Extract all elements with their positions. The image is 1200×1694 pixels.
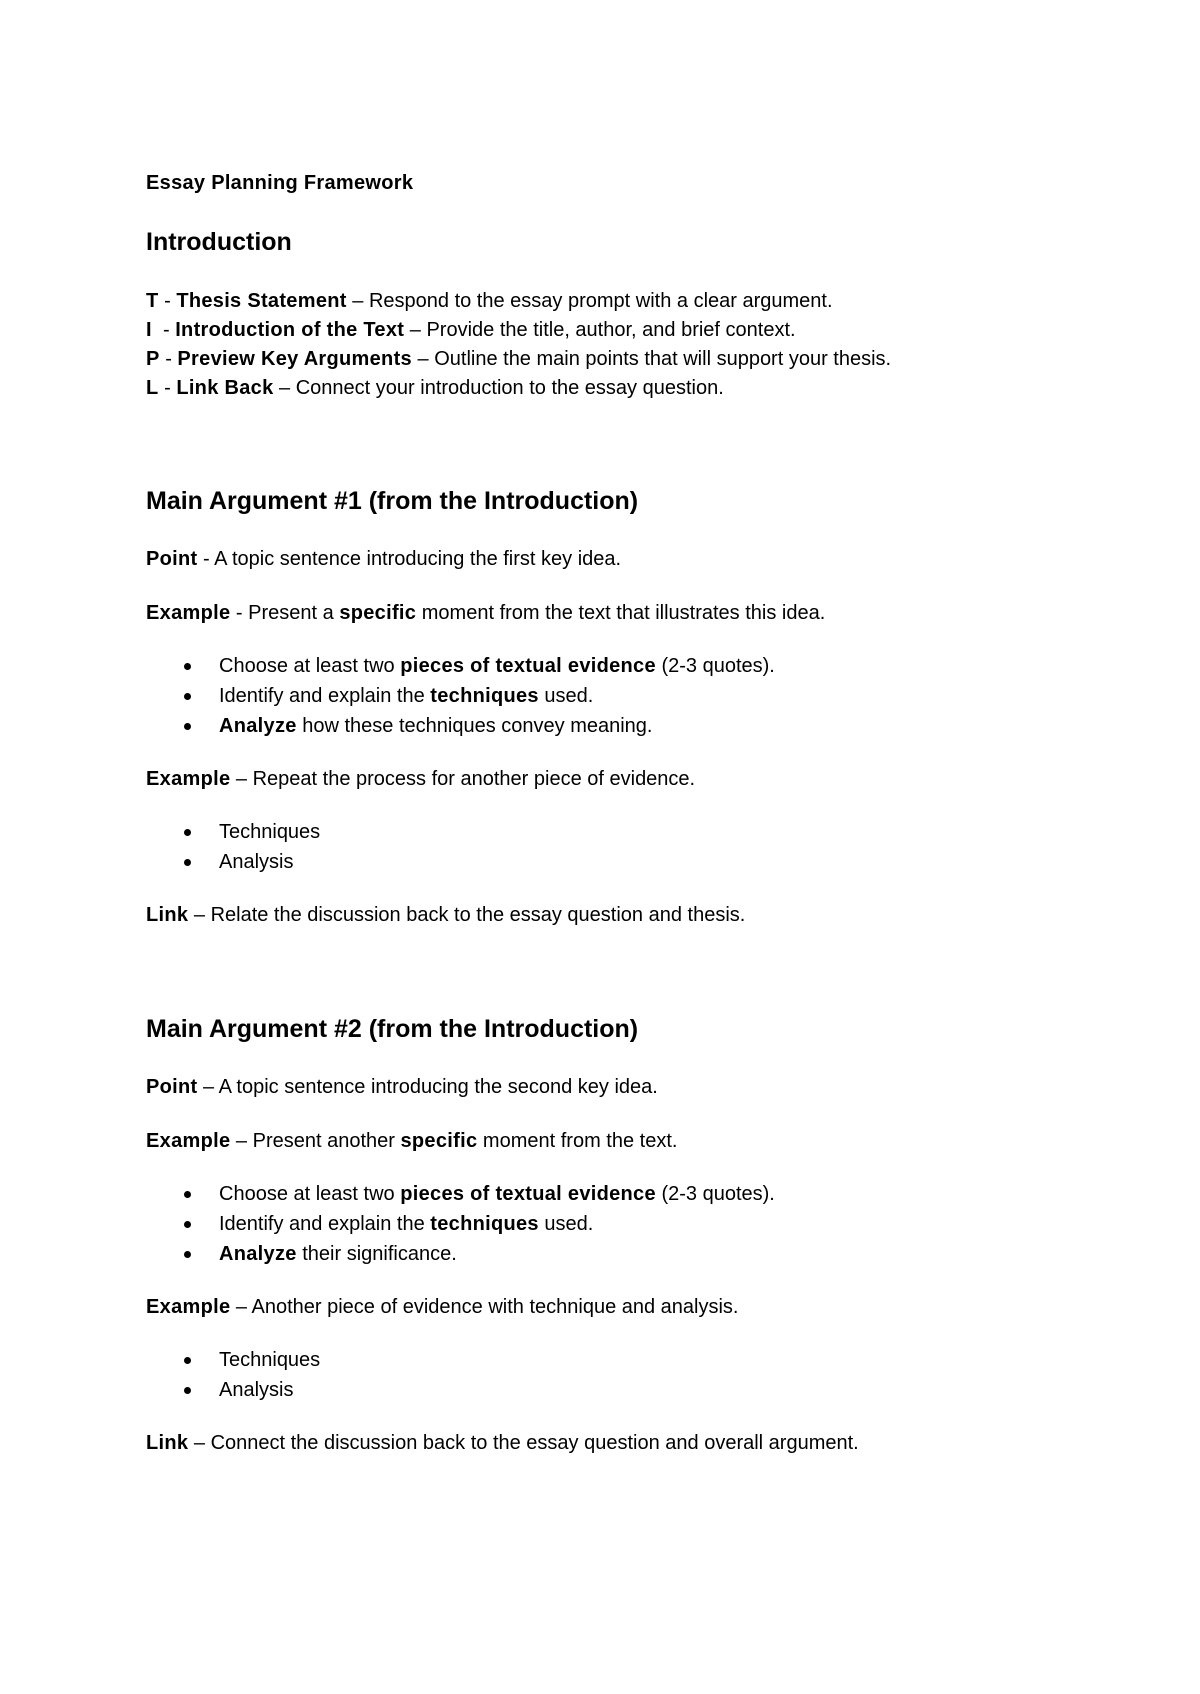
intro-letter: T [146, 290, 159, 312]
bullet-icon [184, 1387, 191, 1394]
intro-item-text: I - Introduction of the Text – Provide the title, author, and brief context. [146, 319, 796, 341]
argument-2-point: Point – A topic sentence introducing the second key idea. [146, 1076, 658, 1098]
introduction-heading: Introduction [146, 228, 292, 256]
intro-letter: L [146, 377, 159, 399]
argument-1-example-2: Example – Repeat the process for another piece of evidence. [146, 768, 696, 790]
intro-term: Thesis Statement [176, 290, 347, 312]
bullet-icon [184, 693, 191, 700]
intro-item-preview: P - Preview Key Arguments – Outline the main points that will support your thesis. [146, 348, 892, 370]
intro-letter: P [146, 348, 160, 370]
argument-2-heading: Main Argument #2 (from the Introduction) [146, 1015, 639, 1043]
bullet-icon [184, 829, 191, 836]
bullet-icon [184, 1357, 191, 1364]
intro-letter: I [146, 319, 152, 341]
intro-item-thesis: T - Thesis Statement – Respond to the essay prompt with a clear argument. [146, 290, 833, 312]
bullet-icon [184, 1221, 191, 1228]
argument-1-point: Point - A topic sentence introducing the first key idea. [146, 548, 622, 570]
argument-2-example-1: Example – Present another specific moment from the text. [146, 1130, 678, 1152]
intro-term: Preview Key Arguments [177, 348, 412, 370]
intro-term: Introduction of the Text [175, 319, 405, 341]
argument-2-example-2: Example – Another piece of evidence with technique and analysis. [146, 1296, 739, 1318]
argument-1-example-1: Example - Present a specific moment from the text that illustrates this idea. [146, 602, 826, 624]
argument-2-link: Link – Connect the discussion back to the essay question and overall argument. [146, 1432, 859, 1454]
intro-term: Link Back [176, 377, 274, 399]
bullet-icon [184, 1251, 191, 1258]
argument-1-heading: Main Argument #1 (from the Introduction) [146, 487, 639, 515]
argument-1-link: Link – Relate the discussion back to the essay question and thesis. [146, 904, 746, 926]
bullet-icon [184, 663, 191, 670]
bullet-icon [184, 1191, 191, 1198]
intro-item-link: L - Link Back – Connect your introduction to the essay question. [146, 377, 724, 399]
bullet-icon [184, 723, 191, 730]
bullet-icon [184, 859, 191, 866]
document-title: Essay Planning Framework [146, 172, 414, 194]
